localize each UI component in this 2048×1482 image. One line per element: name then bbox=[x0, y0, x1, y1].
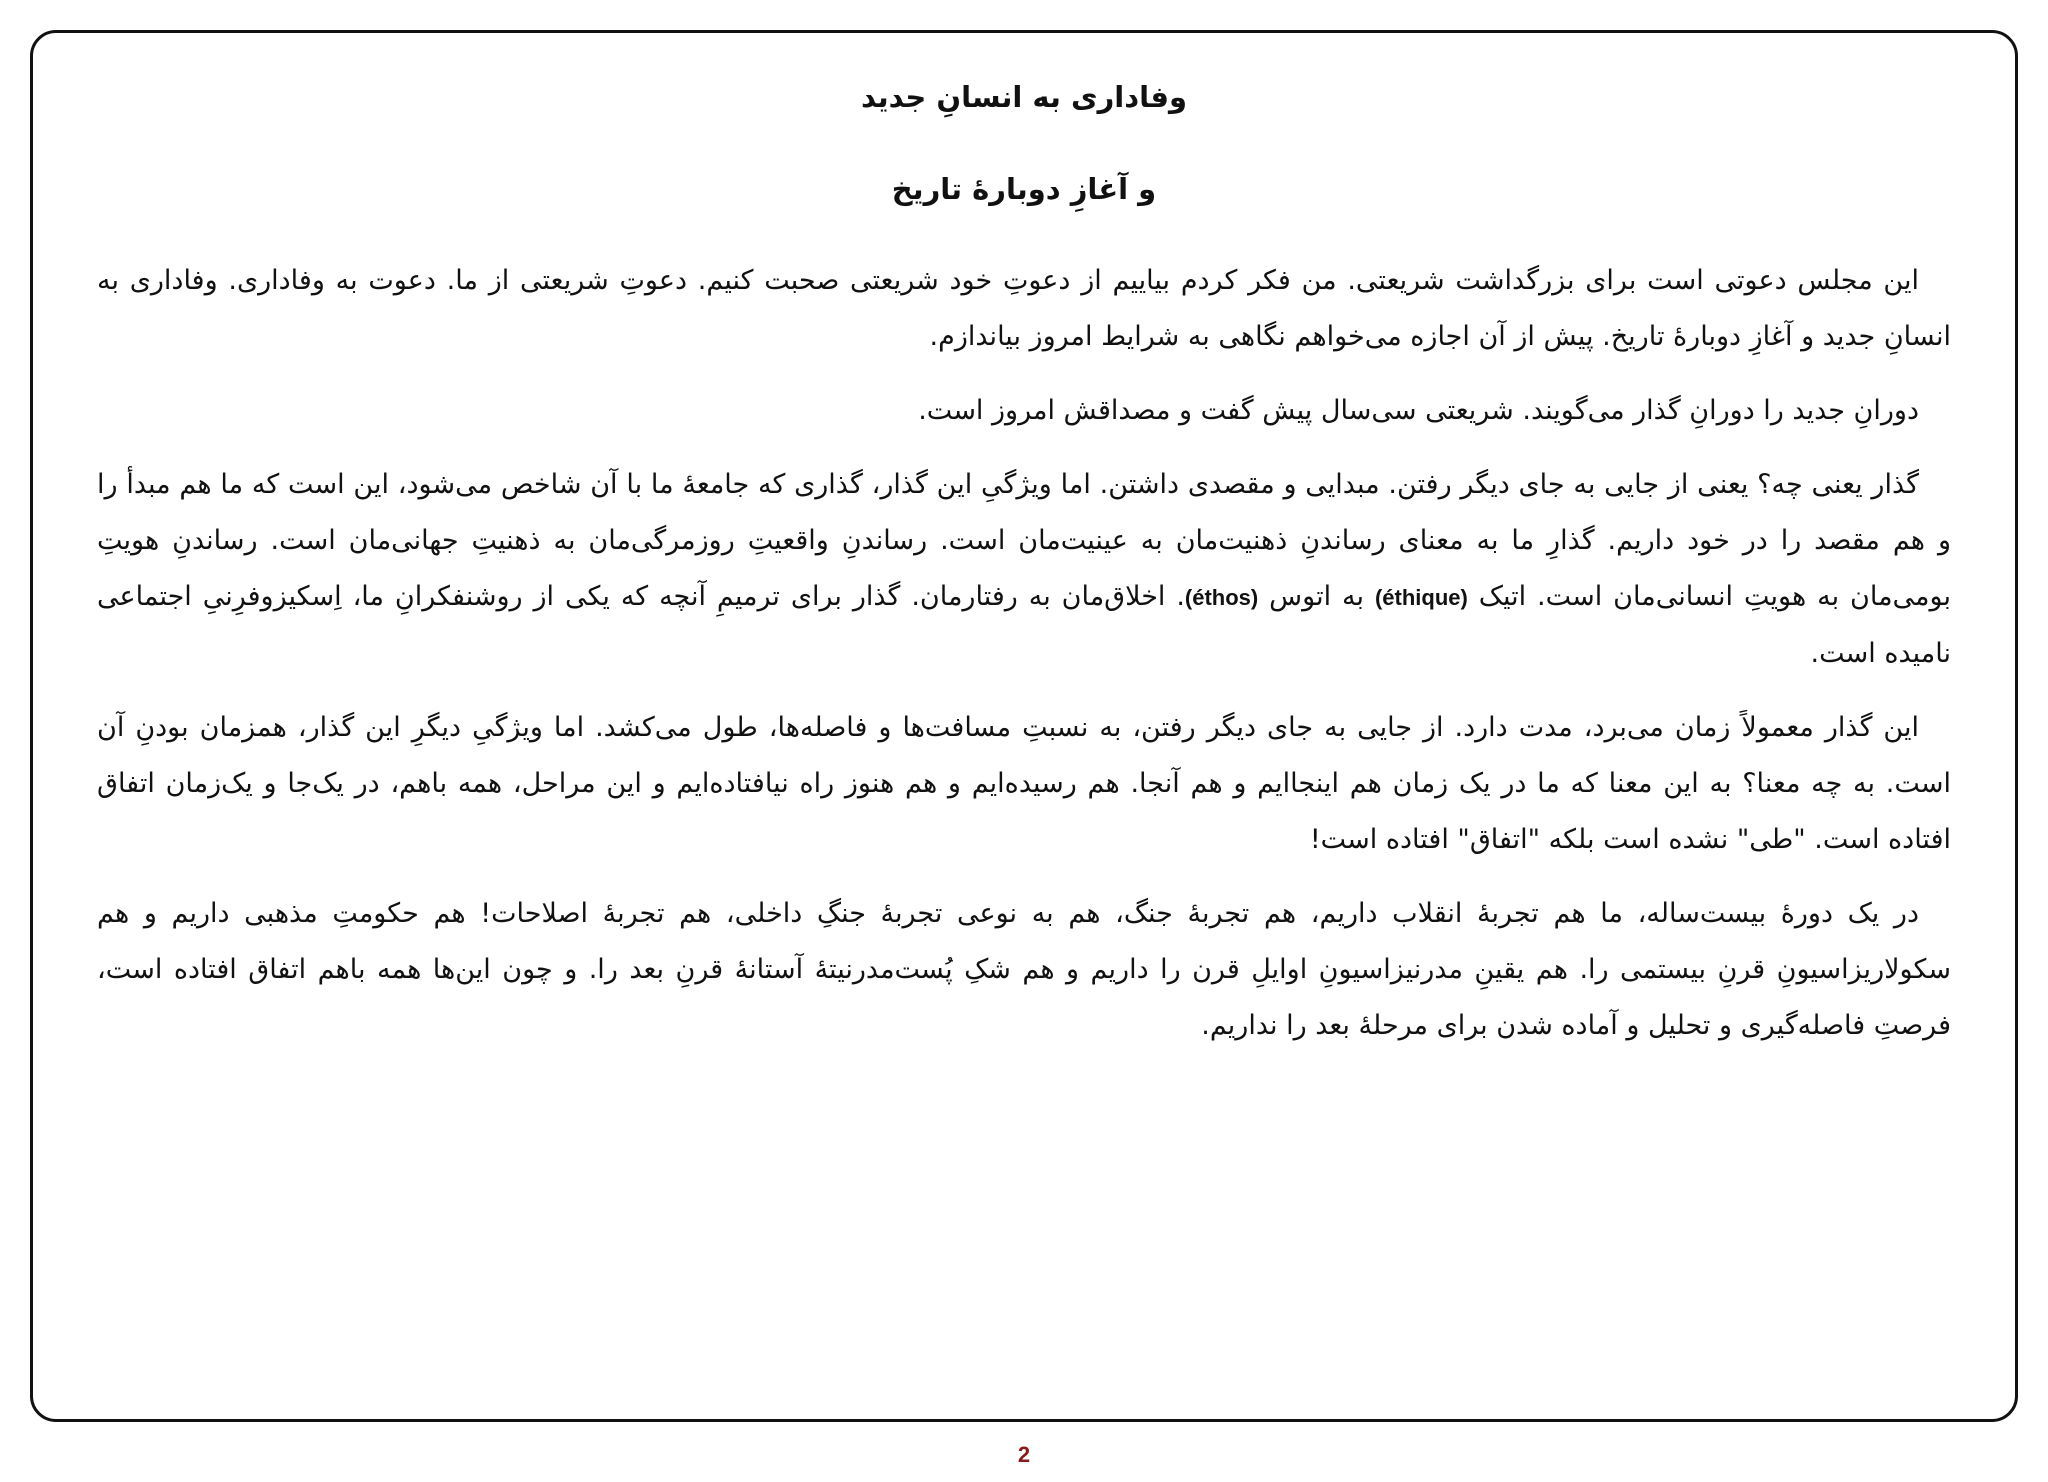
latin-term-ethique: (éthique) bbox=[1374, 585, 1468, 610]
page-number: 2 bbox=[1017, 1442, 1031, 1467]
page-frame bbox=[30, 30, 2018, 1422]
paragraph-3-text-end: . اخلاق‌مان به رفتارمان. گذار برای ترمیمِ آنچه که یکی از روشنفکرانِ ما، اِسکیزوفرِنیِ اجتماعی نامیده است. bbox=[97, 581, 1951, 669]
paragraph-3-text-start: گذار یعنی چه؟ یعنی از جایی به جای دیگر رفتن. مبدایی و مقصدی داشتن. اما ویژگیِ این گذار، گذاری که جامعهٔ ما با آن شاخص می‌شود، این است که ما هم مبدأ را و هم مقصد را در خود داریم. گذارِ ما به معنای رساندنِ ذهنیت‌مان به عینیت‌مان است. رساندنِ واقعیتِ روزمرگی‌مان به ذهنیتِ جهانی‌مان است. رساندنِ هویتِ بومی‌مان به هویتِ انسانی‌مان است. اتیک bbox=[97, 469, 1951, 612]
document-subtitle: و آغازِ دوبارهٔ تاریخ bbox=[891, 172, 1157, 206]
paragraph-1: این مجلس دعوتی است برای بزرگداشت شریعتی. من فکر کردم بیاییم از دعوتِ خود شریعتی صحبت کنیم. دعوتِ شریعتی از ما. دعوت به وفاداری. وفاداری به انسانِ جدید و آغازِ دوبارهٔ تاریخ. پیش از آن اجازه می‌خواهم نگاهی به شرایط امروز بیاندازم. bbox=[97, 265, 1951, 352]
paragraph-5: در یک دورهٔ بیست‌ساله، ما هم تجربهٔ انقلاب داریم، هم تجربهٔ جنگ، هم به نوعی تجربهٔ جنگِ داخلی، هم تجربهٔ اصلاحات! هم حکومتِ مذهبی داریم و هم سکولاریزاسیونِ قرنِ بیستمی را. هم یقینِ مدرنیزاسیونِ اوایلِ قرن را داریم و هم شکِ پُست‌مدرنیتهٔ آستانهٔ قرنِ بعد را. و چون این‌ها همه باهم اتفاق افتاده است، فرصتِ فاصله‌گیری و تحلیل و آماده شدن برای مرحلهٔ بعد را نداریم. bbox=[97, 898, 1951, 1041]
document-body bbox=[97, 73, 1951, 1389]
latin-term-ethos: (éthos) bbox=[1184, 585, 1259, 610]
paragraph-4: این گذار معمولاً زمان می‌برد، مدت دارد. از جایی به جای دیگر رفتن، به نسبتِ مسافت‌ها و فاصله‌ها، طول می‌کشد. اما ویژگیِ دیگرِ این گذار، همزمان بودنِ آن است. به چه معنا؟ به این معنا که ما در یک زمان هم اینجاایم و هم آنجا. هم رسیده‌ایم و هم هنوز راه نیافتاده‌ایم و این مراحل، همه باهم، در یک‌جا و یک‌زمان اتفاق افتاده است. "طی" نشده است بلکه "اتفاق" افتاده است! bbox=[97, 712, 1951, 855]
document-title: وفاداری به انسانِ جدید bbox=[860, 80, 1188, 114]
paragraph-3-text-middle: به اتوس bbox=[1258, 581, 1375, 612]
paragraph-3 bbox=[97, 457, 1951, 682]
paragraph-2: دورانِ جدید را دورانِ گذار می‌گویند. شریعتی سی‌سال پیش گفت و مصداقش امروز است. bbox=[918, 395, 1919, 426]
